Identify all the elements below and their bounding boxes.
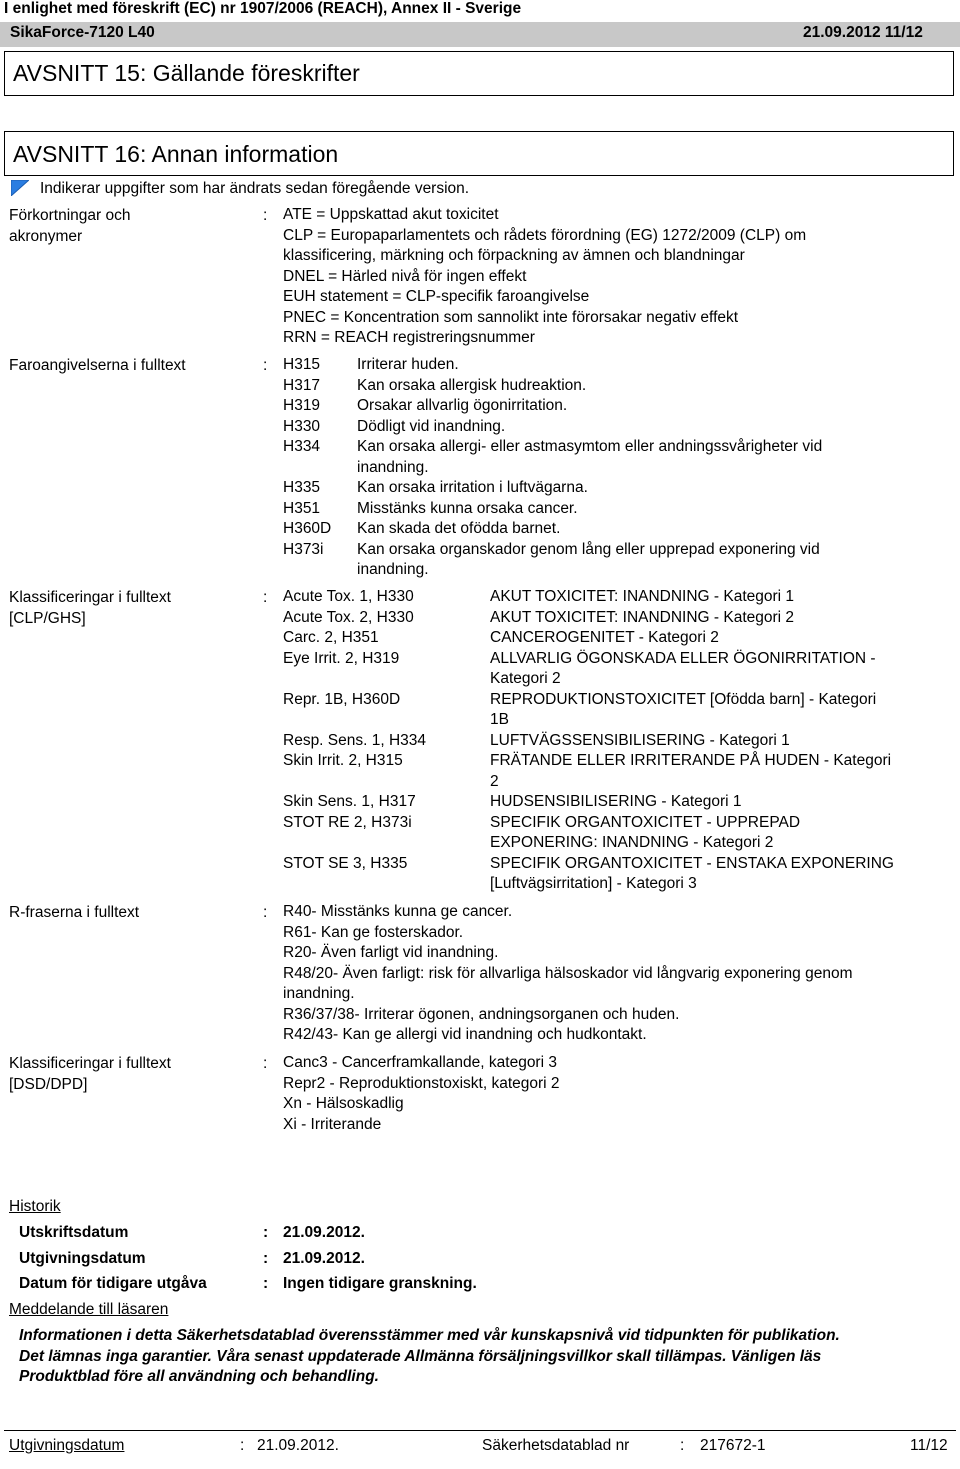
product-name: SikaForce-7120 L40 bbox=[10, 24, 155, 41]
r-phrase-line: R36/37/38- Irriterar ögonen, andningsorganen och huden. bbox=[283, 1005, 680, 1023]
clp-code: STOT RE 2, H373i bbox=[283, 813, 412, 831]
section16-box bbox=[4, 131, 954, 176]
history-colon: : bbox=[263, 1250, 269, 1267]
dsd_classifications-label: Klassificeringar i fulltext bbox=[9, 1055, 171, 1072]
clp-code: Eye Irrit. 2, H319 bbox=[283, 649, 400, 667]
r-phrase-line: R48/20- Även farligt: risk för allvarliga hälsoskador vid långvarig exponering genom bbox=[283, 964, 853, 982]
change-marker-icon bbox=[11, 180, 29, 196]
hazard-text: Kan orsaka irritation i luftvägarna. bbox=[357, 479, 588, 496]
clp-code: Acute Tox. 1, H330 bbox=[283, 588, 414, 605]
clp-text: AKUT TOXICITET: INANDNING - Kategori 2 bbox=[490, 608, 795, 626]
hazard-code: H351 bbox=[283, 499, 321, 517]
abbreviation-line: RRN = REACH registreringsnummer bbox=[283, 329, 535, 346]
notice-line: Informationen i detta Säkerhetsdatablad överensstämmer med vår kunskapsnivå vid tidpunkten för publikation. bbox=[19, 1327, 840, 1344]
clp-code: Resp. Sens. 1, H334 bbox=[283, 731, 427, 749]
history-value: 21.09.2012. bbox=[283, 1224, 365, 1241]
hazard-text: Kan orsaka organskador genom lång eller upprepad exponering vid bbox=[357, 540, 820, 558]
history-value: 21.09.2012. bbox=[283, 1250, 365, 1267]
dsd-line: Xi - Irriterande bbox=[283, 1115, 382, 1133]
hazard-text: Misstänks kunna orsaka cancer. bbox=[357, 499, 578, 517]
dsd-line: Canc3 - Cancerframkallande, kategori 3 bbox=[283, 1054, 557, 1071]
clp_classifications-label: Klassificeringar i fulltext bbox=[9, 589, 171, 606]
clp-text: AKUT TOXICITET: INANDNING - Kategori 1 bbox=[490, 588, 795, 605]
abbreviation-line: ATE = Uppskattad akut toxicitet bbox=[283, 206, 499, 223]
history-label: Utskriftsdatum bbox=[19, 1224, 129, 1241]
r-phrase-line: R20- Även farligt vid inandning. bbox=[283, 944, 499, 961]
hazard-code: H360D bbox=[283, 520, 332, 537]
footer-colon: : bbox=[240, 1437, 245, 1454]
r_phrases-colon: : bbox=[263, 904, 268, 921]
footer-sds-value: 217672-1 bbox=[700, 1437, 766, 1454]
r-phrase-line: R42/43- Kan ge allergi vid inandning och hudkontakt. bbox=[283, 1026, 647, 1043]
clp-code: Carc. 2, H351 bbox=[283, 629, 379, 646]
dsd-line: Repr2 - Reproduktionstoxiskt, kategori 2 bbox=[283, 1074, 560, 1092]
footer-rule bbox=[4, 1430, 956, 1431]
hazard-code: H334 bbox=[283, 438, 321, 455]
history-value: Ingen tidigare granskning. bbox=[283, 1275, 477, 1292]
clp-text: REPRODUKTIONSTOXICITET [Ofödda barn] - Kategori bbox=[490, 690, 877, 708]
clp-text: CANCEROGENITET - Kategori 2 bbox=[490, 629, 719, 646]
dsd_classifications-label: [DSD/DPD] bbox=[9, 1075, 88, 1093]
section16-title: AVSNITT 16: Annan information bbox=[13, 141, 339, 167]
hazard-text: Irriterar huden. bbox=[357, 356, 459, 373]
hazard-text: Kan orsaka allergi- eller astmasymtom eller andningssvårigheter vid bbox=[357, 438, 823, 455]
abbreviation-line: EUH statement = CLP-specifik faroangivelse bbox=[283, 288, 590, 305]
abbreviations-colon: : bbox=[263, 207, 268, 224]
abbreviation-line: CLP = Europaparlamentets och rådets förordning (EG) 1272/2009 (CLP) om bbox=[283, 226, 807, 244]
hazard-text: Orsakar allvarlig ögonirritation. bbox=[357, 397, 568, 414]
change-note: Indikerar uppgifter som har ändrats sedan föregående version. bbox=[40, 180, 470, 197]
hazard-code: H315 bbox=[283, 356, 321, 373]
notice-line: Produktblad före all användning och behandling. bbox=[19, 1368, 379, 1385]
hazard-text: Kan skada det ofödda barnet. bbox=[357, 520, 561, 537]
footer-sds-label: Säkerhetsdatablad nr bbox=[482, 1437, 630, 1454]
r-phrase-line: R61- Kan ge fosterskador. bbox=[283, 923, 464, 941]
hazard_statements-colon: : bbox=[263, 357, 268, 374]
history-label: Datum för tidigare utgåva bbox=[19, 1275, 207, 1292]
footer-issue-value: 21.09.2012. bbox=[257, 1437, 339, 1454]
hazard-text: Kan orsaka allergisk hudreaktion. bbox=[357, 376, 587, 394]
abbreviation-line: DNEL = Härled nivå för ingen effekt bbox=[283, 267, 527, 285]
dsd-line: Xn - Hälsoskadlig bbox=[283, 1095, 404, 1112]
hazard-code: H317 bbox=[283, 376, 321, 394]
clp-code: Skin Sens. 1, H317 bbox=[283, 793, 416, 810]
notice-line: Det lämnas inga garantier. Våra senast uppdaterade Allmänna försäljningsvillkor skall tillämpas. Vänligen läs bbox=[19, 1347, 822, 1365]
clp-code: Skin Irrit. 2, H315 bbox=[283, 752, 403, 769]
history-colon: : bbox=[263, 1224, 269, 1241]
r-phrase-line: inandning. bbox=[283, 985, 355, 1002]
header-date-page: 21.09.2012 11/12 bbox=[803, 24, 923, 41]
hazard-text: inandning. bbox=[357, 458, 429, 476]
clp-code: Acute Tox. 2, H330 bbox=[283, 608, 414, 626]
clp-text: EXPONERING: INANDNING - Kategori 2 bbox=[490, 834, 774, 851]
clp-text: LUFTVÄGSSENSIBILISERING - Kategori 1 bbox=[490, 731, 790, 749]
hazard-code: H319 bbox=[283, 397, 321, 414]
section15-title: AVSNITT 15: Gällande föreskrifter bbox=[13, 60, 360, 86]
hazard-code: H373i bbox=[283, 540, 324, 558]
r_phrases-label: R-fraserna i fulltext bbox=[9, 904, 140, 921]
clp-text: Kategori 2 bbox=[490, 670, 561, 687]
abbreviation-line: klassificering, märkning och förpackning av ämnen och blandningar bbox=[283, 247, 745, 264]
footer-issue-label: Utgivningsdatum bbox=[9, 1437, 125, 1454]
abbreviation-line: PNEC = Koncentration som sannolikt inte förorsakar negativ effekt bbox=[283, 308, 739, 326]
clp-code: STOT SE 3, H335 bbox=[283, 854, 408, 872]
dsd_classifications-colon: : bbox=[263, 1055, 268, 1072]
abbreviations-label: Förkortningar och bbox=[9, 207, 131, 224]
clp_classifications-colon: : bbox=[263, 589, 268, 606]
hazard_statements-label: Faroangivelserna i fulltext bbox=[9, 357, 186, 374]
section15-box bbox=[4, 51, 954, 96]
clp-text: SPECIFIK ORGANTOXICITET - ENSTAKA EXPONERING bbox=[490, 854, 894, 872]
history-colon: : bbox=[263, 1275, 269, 1292]
regulation-header: I enlighet med föreskrift (EC) nr 1907/2006 (REACH), Annex II - Sverige bbox=[4, 0, 522, 17]
footer-page: 11/12 bbox=[910, 1437, 948, 1454]
clp-text: SPECIFIK ORGANTOXICITET - UPPREPAD bbox=[490, 813, 801, 831]
notice-title: Meddelande till läsaren bbox=[9, 1301, 169, 1318]
history-label: Utgivningsdatum bbox=[19, 1250, 146, 1267]
clp-text: 2 bbox=[490, 772, 499, 790]
hazard-text: inandning. bbox=[357, 561, 429, 578]
clp-text: FRÄTANDE ELLER IRRITERANDE PÅ HUDEN - Kategori bbox=[490, 752, 892, 769]
hazard-code: H330 bbox=[283, 417, 321, 435]
clp-text: 1B bbox=[490, 711, 509, 728]
clp_classifications-label: [CLP/GHS] bbox=[9, 609, 86, 627]
clp-code: Repr. 1B, H360D bbox=[283, 690, 401, 708]
clp-text: ALLVARLIG ÖGONSKADA ELLER ÖGONIRRITATION - bbox=[490, 649, 876, 667]
clp-text: HUDSENSIBILISERING - Kategori 1 bbox=[490, 793, 742, 810]
hazard-text: Dödligt vid inandning. bbox=[357, 417, 506, 435]
footer-colon-2: : bbox=[680, 1437, 685, 1454]
history-title: Historik bbox=[9, 1198, 61, 1215]
abbreviations-label: akronymer bbox=[9, 227, 83, 245]
hazard-code: H335 bbox=[283, 479, 321, 496]
r-phrase-line: R40- Misstänks kunna ge cancer. bbox=[283, 903, 513, 920]
clp-text: [Luftvägsirritation] - Kategori 3 bbox=[490, 875, 697, 892]
